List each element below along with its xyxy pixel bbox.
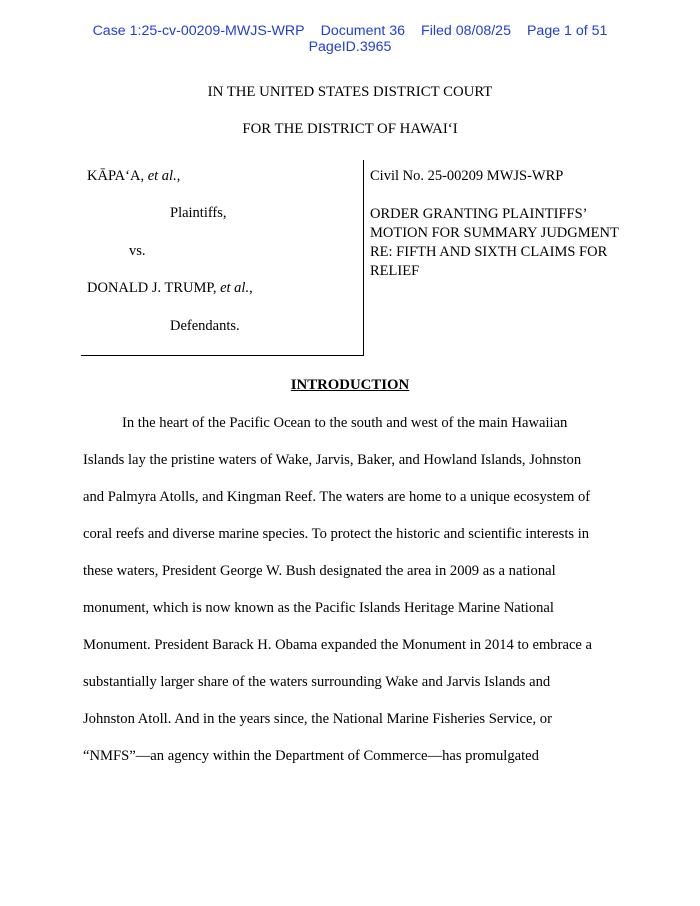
plaintiff-suffix: ,: [176, 168, 181, 184]
body-line: monument, which is now known as the Pacific Islands Heritage Marine National: [83, 600, 554, 616]
body-line: Johnston Atoll. And in the years since, the National Marine Fisheries Service, or: [83, 711, 552, 727]
body-line: and Palmyra Atolls, and Kingman Reef. The waters are home to a unique ecosystem of: [83, 489, 591, 505]
body-line: coral reefs and diverse marine species. To protect the historic and scientific interests in: [83, 526, 590, 542]
order-title: ORDER GRANTING PLAINTIFFS’ MOTION FOR SUMMARY JUDGMENT RE: FIFTH AND SIXTH CLAIMS FOR RELIEF: [370, 206, 619, 279]
plaintiff-et-al: et al.: [147, 168, 177, 184]
court-name: IN THE UNITED STATES DISTRICT COURT: [207, 84, 493, 100]
defendant-suffix: ,: [249, 280, 253, 296]
document-number-stamp: Document 36: [320, 23, 406, 39]
plaintiff-name: KĀPAʻA,: [87, 168, 145, 184]
defendant-et-al: et al.: [220, 280, 250, 296]
body-line: substantially larger share of the waters surrounding Wake and Jarvis Islands and: [83, 674, 551, 690]
defendant-party: [87, 280, 253, 297]
body-line: In the heart of the Pacific Ocean to the south and west of the main Hawaiian: [122, 415, 568, 431]
body-line: these waters, President George W. Bush designated the area in 2009 as a national: [83, 563, 556, 579]
versus-label: vs.: [129, 243, 146, 259]
civil-case-number: Civil No. 25-00209 MWJS-WRP: [370, 168, 564, 184]
defendants-label: Defendants.: [170, 318, 240, 334]
page-count-stamp: Page 1 of 51: [526, 23, 608, 39]
defendant-name: DONALD J. TRUMP,: [87, 280, 217, 296]
plaintiff-party: [87, 168, 180, 185]
section-heading-introduction: INTRODUCTION: [290, 377, 410, 393]
court-district: FOR THE DISTRICT OF HAWAIʻI: [242, 121, 458, 137]
plaintiffs-label: Plaintiffs,: [170, 205, 227, 221]
body-line: Islands lay the pristine waters of Wake, Jarvis, Baker, and Howland Islands, Johnston: [83, 452, 582, 468]
case-number-stamp: Case 1:25-cv-00209-MWJS-WRP: [92, 23, 305, 39]
ecf-header-stamp: [0, 23, 700, 55]
body-line: “NMFS”—an agency within the Department of Commerce—has promulgated: [83, 748, 539, 764]
ecf-header-line-1: [0, 23, 700, 39]
body-line: Monument. President Barack H. Obama expanded the Monument in 2014 to embrace a: [83, 637, 593, 653]
page-id-stamp: PageID.3965: [308, 39, 392, 55]
caption-parties-box: [81, 160, 364, 356]
filed-date-stamp: Filed 08/08/25: [421, 23, 511, 39]
